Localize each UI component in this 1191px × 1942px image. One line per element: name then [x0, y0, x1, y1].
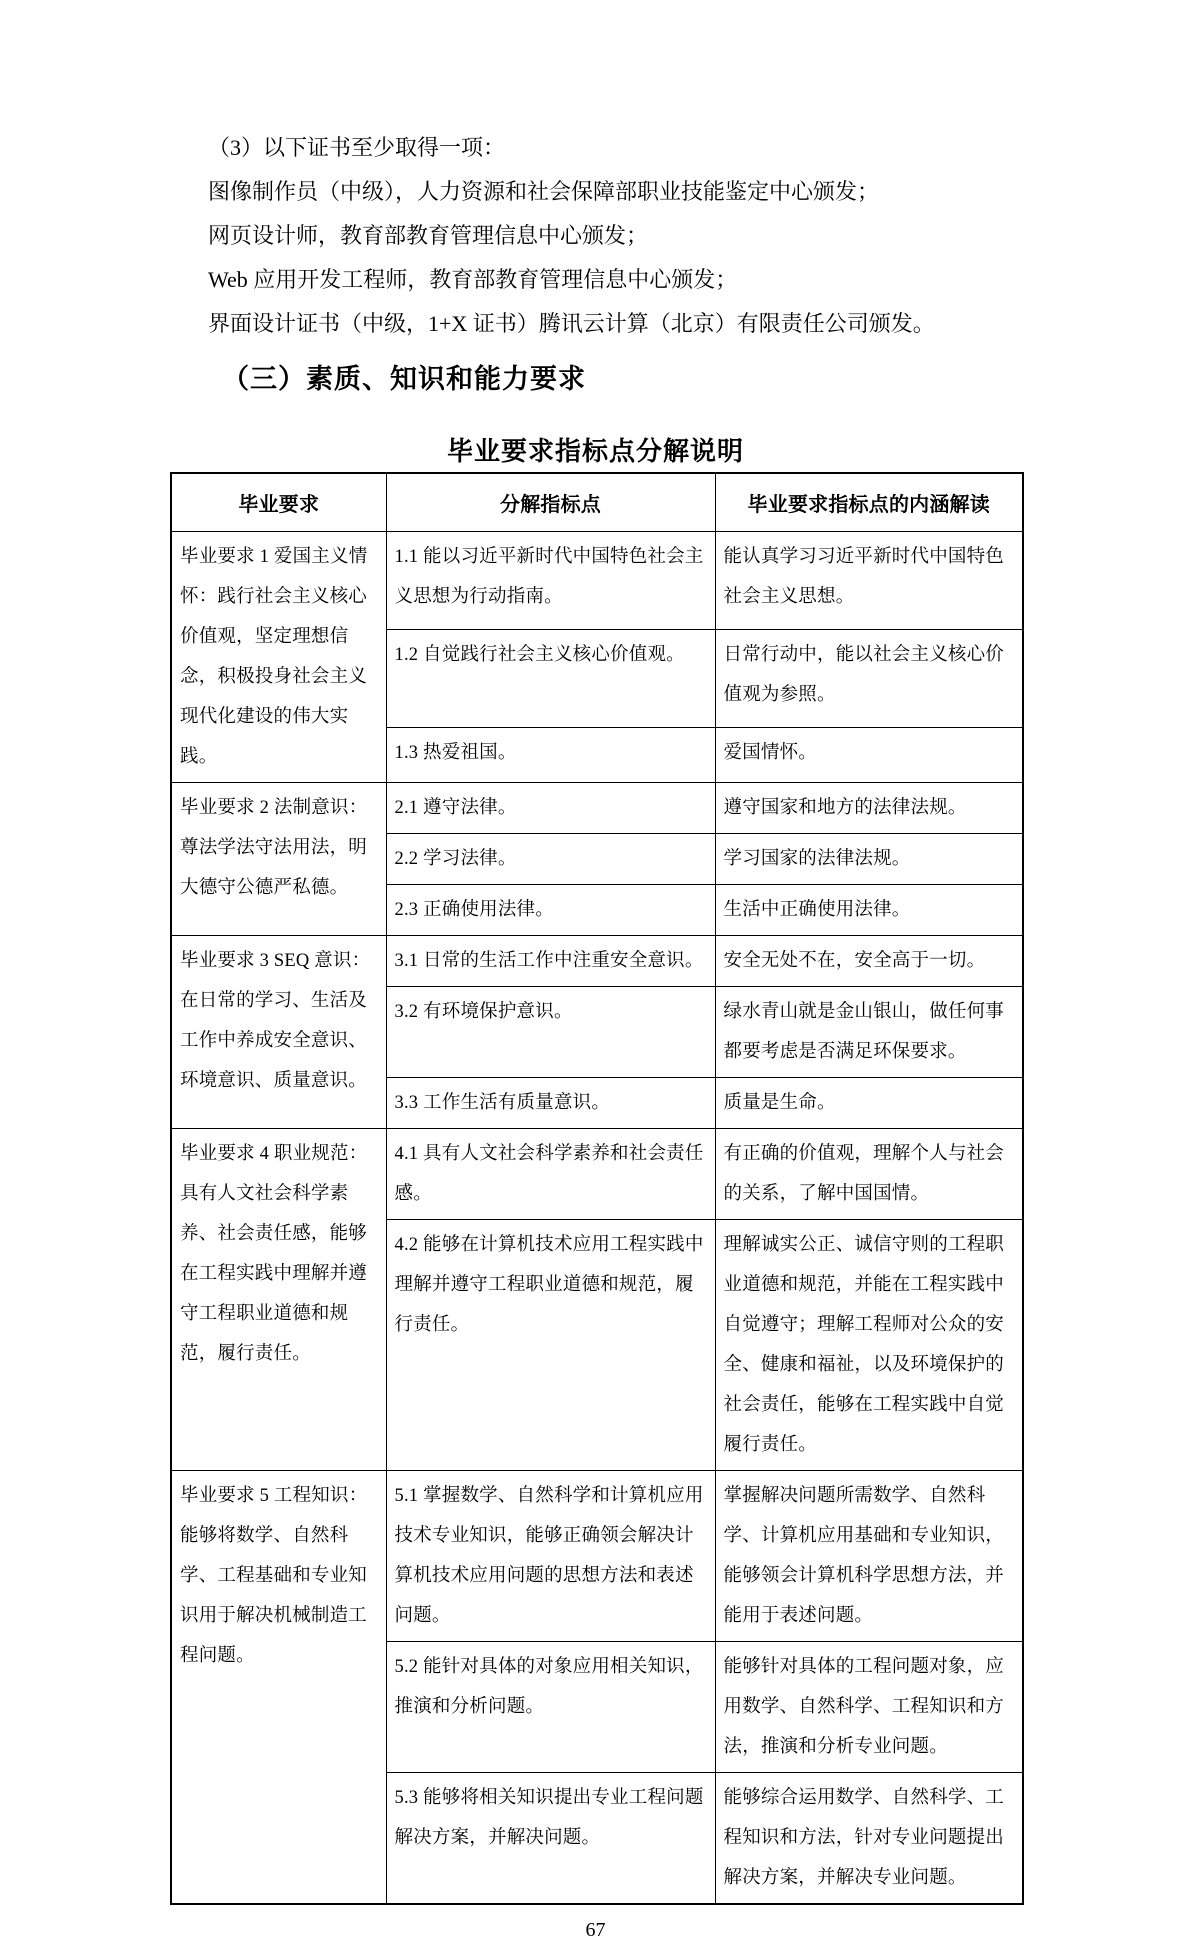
- requirement-cell-3: 毕业要求 3 SEQ 意识：在日常的学习、生活及工作中养成安全意识、环境意识、质量意识。: [171, 935, 386, 1128]
- page-number: 67: [585, 1918, 606, 1941]
- header-indicator: 分解指标点: [386, 473, 715, 531]
- paragraph-certificate-2: 网页设计师，教育部教育管理信息中心颁发；: [208, 223, 649, 248]
- interpretation-cell-2-3: 生活中正确使用法律。: [715, 884, 1023, 935]
- interpretation-cell-1-2: 日常行动中，能以社会主义核心价值观为参照。: [715, 629, 1023, 727]
- indicator-cell-5-3: 5.3 能够将相关知识提出专业工程问题解决方案，并解决问题。: [386, 1772, 715, 1904]
- interpretation-cell-1-3: 爱国情怀。: [715, 727, 1023, 782]
- indicator-cell-3-3: 3.3 工作生活有质量意识。: [386, 1077, 715, 1128]
- table-row: [171, 1470, 1023, 1641]
- section-heading: （三）素质、知识和能力要求: [222, 364, 586, 394]
- requirement-cell-1: 毕业要求 1 爱国主义情怀：践行社会主义核心价值观，坚定理想信念，积极投身社会主义现代化建设的伟大实践。: [171, 531, 386, 782]
- indicator-cell-1-2: 1.2 自觉践行社会主义核心价值观。: [386, 629, 715, 727]
- interpretation-cell-5-3: 能够综合运用数学、自然科学、工程知识和方法，针对专业问题提出解决方案，并解决专业问题。: [715, 1772, 1023, 1904]
- paragraph-certificates-intro: （3）以下证书至少取得一项：: [208, 135, 506, 160]
- table-row: [171, 1128, 1023, 1219]
- header-requirement: 毕业要求: [171, 473, 386, 531]
- table-header-row: [171, 473, 1023, 531]
- interpretation-cell-1-1: 能认真学习习近平新时代中国特色社会主义思想。: [715, 531, 1023, 629]
- requirements-table: [170, 472, 1024, 1905]
- indicator-cell-2-3: 2.3 正确使用法律。: [386, 884, 715, 935]
- table-row: [171, 935, 1023, 986]
- paragraph-certificate-1: 图像制作员（中级），人力资源和社会保障部职业技能鉴定中心颁发；: [208, 179, 880, 204]
- interpretation-cell-5-2: 能够针对具体的工程问题对象，应用数学、自然科学、工程知识和方法，推演和分析专业问题。: [715, 1641, 1023, 1772]
- header-interpretation: 毕业要求指标点的内涵解读: [715, 473, 1023, 531]
- indicator-cell-2-2: 2.2 学习法律。: [386, 833, 715, 884]
- page-body: [208, 0, 1041, 396]
- indicator-cell-1-1: 1.1 能以习近平新时代中国特色社会主义思想为行动指南。: [386, 531, 715, 629]
- paragraph-certificate-4: 界面设计证书（中级，1+X 证书）腾讯云计算（北京）有限责任公司颁发。: [208, 311, 935, 336]
- requirement-cell-5: 毕业要求 5 工程知识：能够将数学、自然科学、工程基础和专业知识用于解决机械制造工程问题。: [171, 1470, 386, 1904]
- requirement-cell-4: 毕业要求 4 职业规范：具有人文社会科学素养、社会责任感，能够在工程实践中理解并遵守工程职业道德和规范，履行责任。: [171, 1128, 386, 1470]
- interpretation-cell-3-2: 绿水青山就是金山银山，做任何事都要考虑是否满足环保要求。: [715, 986, 1023, 1077]
- interpretation-cell-2-2: 学习国家的法律法规。: [715, 833, 1023, 884]
- requirement-cell-2: 毕业要求 2 法制意识：尊法学法守法用法，明大德守公德严私德。: [171, 782, 386, 935]
- interpretation-cell-4-1: 有正确的价值观，理解个人与社会的关系，了解中国国情。: [715, 1128, 1023, 1219]
- indicator-cell-2-1: 2.1 遵守法律。: [386, 782, 715, 833]
- indicator-cell-3-1: 3.1 日常的生活工作中注重安全意识。: [386, 935, 715, 986]
- interpretation-cell-5-1: 掌握解决问题所需数学、自然科学、计算机应用基础和专业知识，能够领会计算机科学思想方法，并能用于表述问题。: [715, 1470, 1023, 1641]
- indicator-cell-4-2: 4.2 能够在计算机技术应用工程实践中理解并遵守工程职业道德和规范，履行责任。: [386, 1219, 715, 1470]
- interpretation-cell-3-3: 质量是生命。: [715, 1077, 1023, 1128]
- table-title: 毕业要求指标点分解说明: [446, 436, 744, 466]
- indicator-cell-3-2: 3.2 有环境保护意识。: [386, 986, 715, 1077]
- table-row: [171, 782, 1023, 833]
- interpretation-cell-4-2: 理解诚实公正、诚信守则的工程职业道德和规范，并能在工程实践中自觉遵守；理解工程师对公众的安全、健康和福祉，以及环境保护的社会责任，能够在工程实践中自觉履行责任。: [715, 1219, 1023, 1470]
- interpretation-cell-2-1: 遵守国家和地方的法律法规。: [715, 782, 1023, 833]
- indicator-cell-5-2: 5.2 能针对具体的对象应用相关知识，推演和分析问题。: [386, 1641, 715, 1772]
- requirements-table-wrapper: [170, 472, 1191, 1905]
- indicator-cell-4-1: 4.1 具有人文社会科学素养和社会责任感。: [386, 1128, 715, 1219]
- paragraph-certificate-3: Web 应用开发工程师，教育部教育管理信息中心颁发；: [208, 267, 738, 292]
- table-row: [171, 531, 1023, 629]
- interpretation-cell-3-1: 安全无处不在，安全高于一切。: [715, 935, 1023, 986]
- indicator-cell-1-3: 1.3 热爱祖国。: [386, 727, 715, 782]
- indicator-cell-5-1: 5.1 掌握数学、自然科学和计算机应用技术专业知识，能够正确领会解决计算机技术应用问题的思想方法和表述问题。: [386, 1470, 715, 1641]
